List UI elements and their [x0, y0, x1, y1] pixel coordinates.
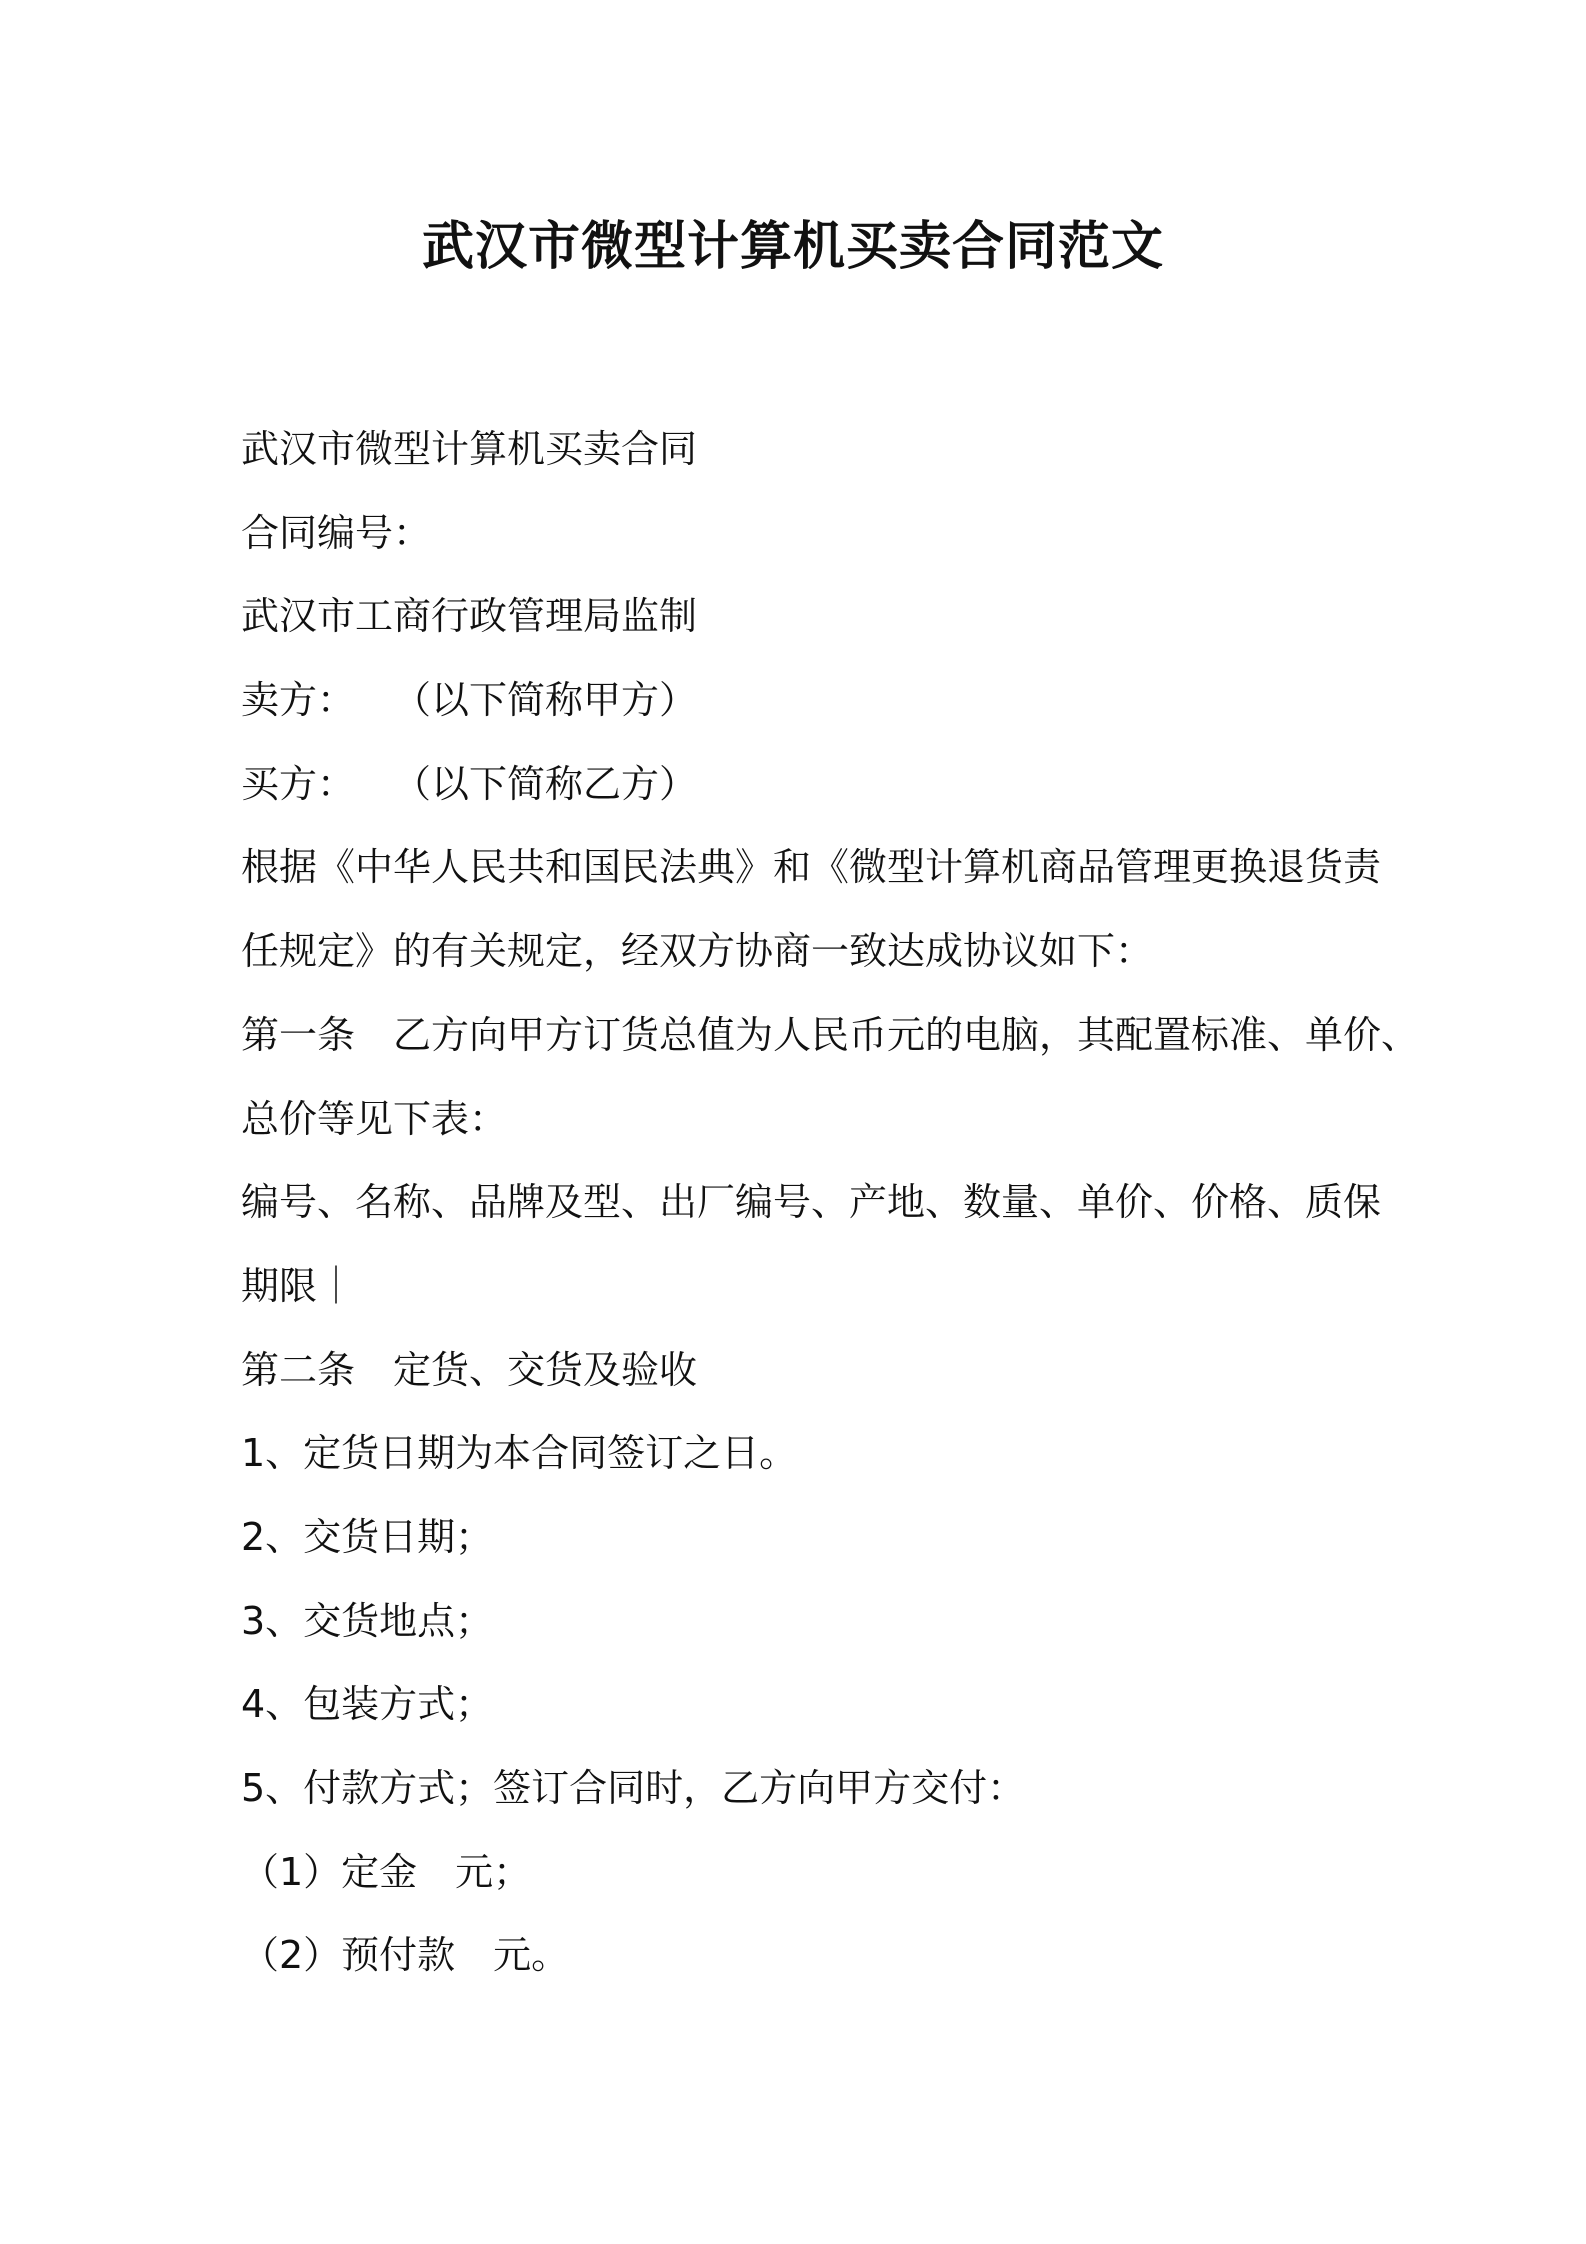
article-one-line-2: 总价等见下表：: [241, 1096, 508, 1141]
contract-number-line: 合同编号：: [241, 510, 432, 555]
basis-paragraph-line-2: 任规定》的有关规定，经双方协商一致达成协议如下：: [241, 929, 1154, 974]
document-title: 武汉市微型计算机买卖合同范文: [421, 217, 1164, 277]
seller-line: 卖方： （以下简称甲方）: [241, 678, 698, 723]
sub-clause-2: （2）预付款 元。: [241, 1933, 570, 1978]
basis-paragraph-line-1: 根据《中华人民共和国民法典》和《微型计算机商品管理更换退货责: [241, 845, 1382, 890]
article-two-heading: 第二条 定货、交货及验收: [241, 1347, 698, 1392]
clause-3: 3、交货地点；: [241, 1598, 494, 1643]
buyer-line: 买方： （以下简称乙方）: [241, 761, 698, 806]
table-fields-line-1: 编号、名称、品牌及型、出厂编号、产地、数量、单价、价格、质保: [241, 1180, 1382, 1225]
article-one-line-1: 第一条 乙方向甲方订货总值为人民币元的电脑，其配置标准、单价、: [241, 1012, 1420, 1057]
clause-2: 2、交货日期；: [241, 1514, 494, 1559]
table-fields-line-2: 期限｜: [241, 1263, 356, 1308]
clause-4: 4、包装方式；: [241, 1682, 494, 1727]
supervisor-line: 武汉市工商行政管理局监制: [241, 594, 698, 639]
clause-5: 5、付款方式；签订合同时，乙方向甲方交付：: [241, 1766, 1026, 1810]
document-body: [241, 408, 1420, 1998]
sub-clause-1: （1）定金 元；: [241, 1849, 532, 1894]
contract-name-line: 武汉市微型计算机买卖合同: [241, 427, 698, 471]
clause-1: 1、定货日期为本合同签订之日。: [241, 1431, 798, 1476]
